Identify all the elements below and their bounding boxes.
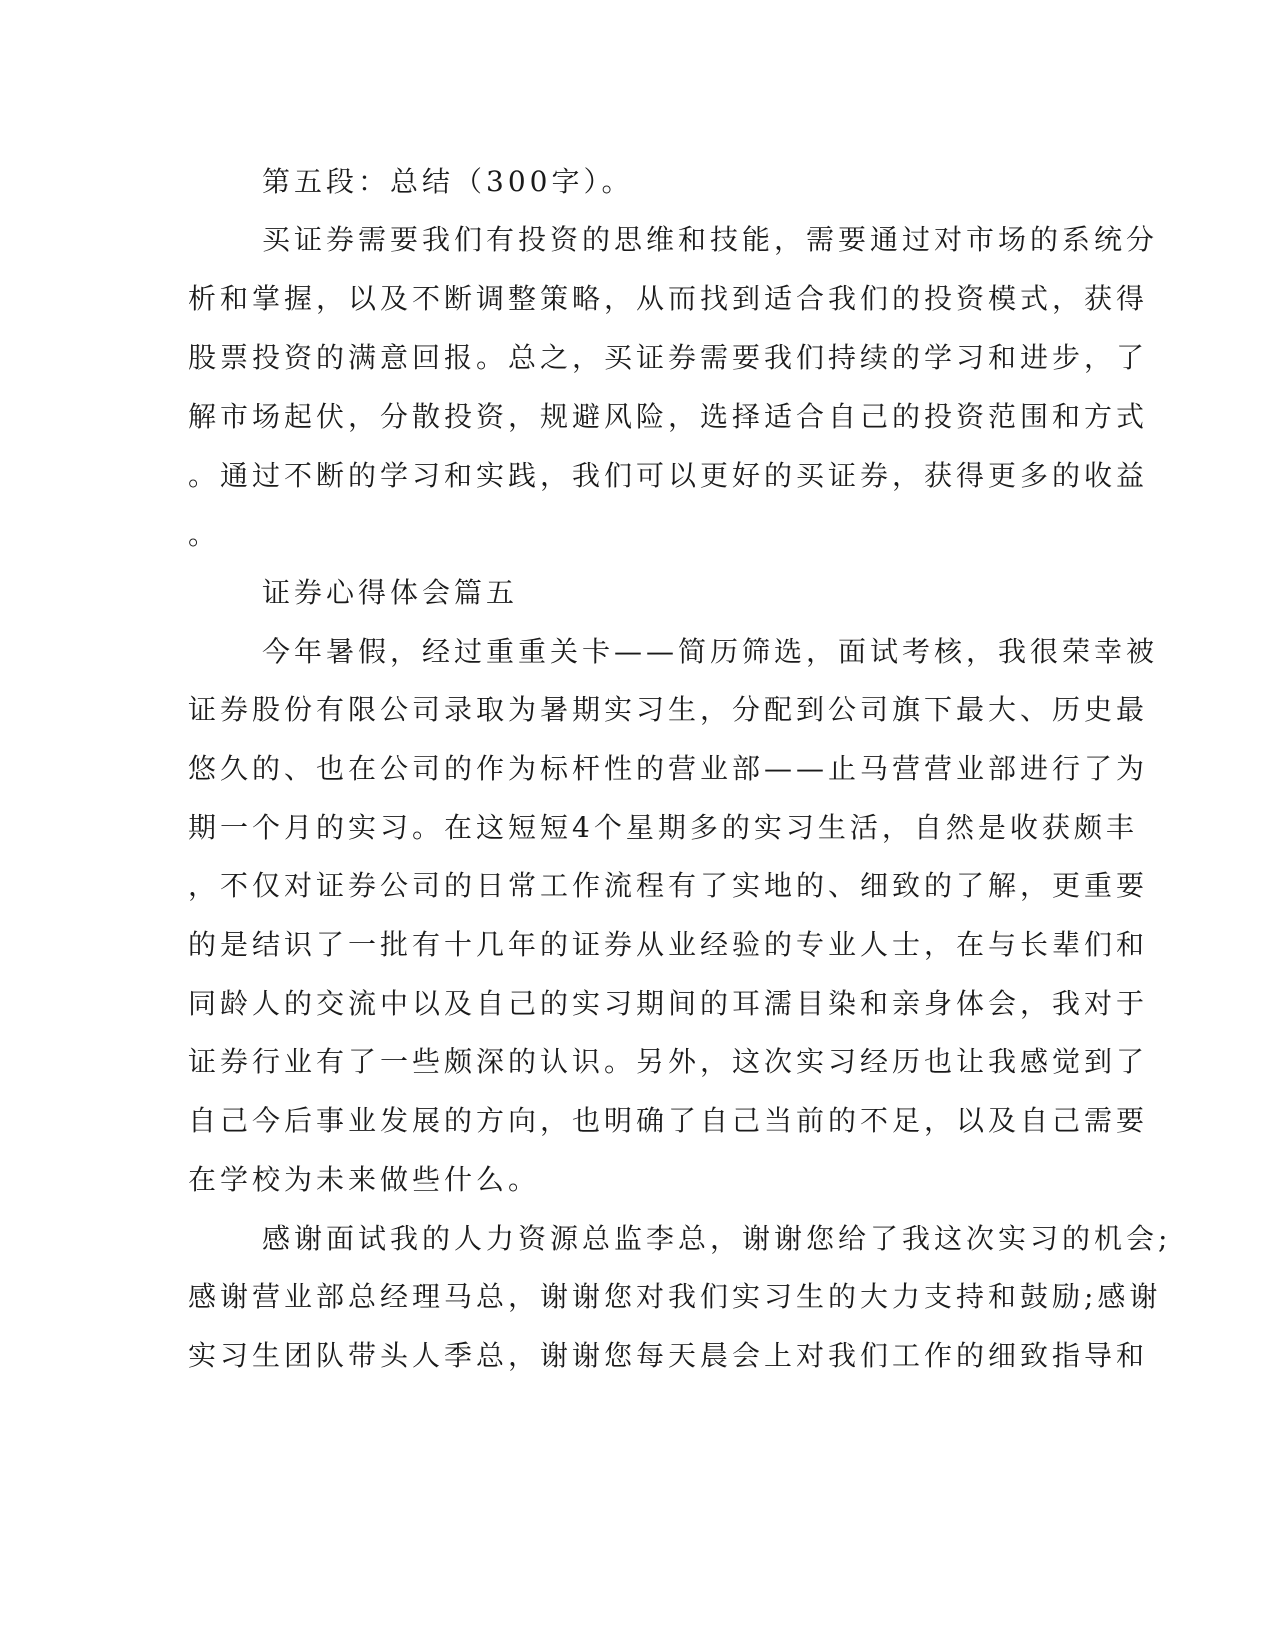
paragraph-line: 证券股份有限公司录取为暑期实习生，分配到公司旗下最大、历史最 [188,693,1149,726]
section-heading-summary: 第五段：总结（300字）。 [262,165,634,198]
paragraph-line: 自己今后事业发展的方向，也明确了自己当前的不足，以及自己需要 [188,1104,1149,1137]
paragraph-line: 期一个月的实习。在这短短4个星期多的实习生活，自然是收获颇丰 [188,811,1138,844]
paragraph-line: 。 [188,518,221,551]
paragraph-line: ，不仅对证券公司的日常工作流程有了实地的、细致的了解，更重要 [188,869,1149,902]
paragraph-line: 实习生团队带头人季总，谢谢您每天晨会上对我们工作的细致指导和 [188,1339,1149,1372]
paragraph-line: 。通过不断的学习和实践，我们可以更好的买证券，获得更多的收益 [188,459,1149,492]
paragraph-line: 析和掌握，以及不断调整策略，从而找到适合我们的投资模式，获得 [188,282,1149,315]
paragraph-line: 感谢面试我的人力资源总监李总，谢谢您给了我这次实习的机会; [262,1222,1172,1255]
paragraph-line: 解市场起伏，分散投资，规避风险，选择适合自己的投资范围和方式 [188,400,1149,433]
paragraph-line: 今年暑假，经过重重关卡——简历筛选，面试考核，我很荣幸被 [262,635,1159,668]
paragraph-line: 在学校为未来做些什么。 [188,1163,541,1196]
paragraph-line: 同龄人的交流中以及自己的实习期间的耳濡目染和亲身体会，我对于 [188,987,1149,1020]
paragraph-line: 买证券需要我们有投资的思维和技能，需要通过对市场的系统分 [262,223,1159,256]
paragraph-line: 的是结识了一批有十几年的证券从业经验的专业人士，在与长辈们和 [188,928,1149,961]
paragraph-line: 感谢营业部总经理马总，谢谢您对我们实习生的大力支持和鼓励;感谢 [188,1280,1162,1313]
paragraph-line: 证券行业有了一些颇深的认识。另外，这次实习经历也让我感觉到了 [188,1045,1149,1078]
paragraph-line: 悠久的、也在公司的作为标杆性的营业部——止马营营业部进行了为 [188,752,1149,785]
section-heading-part-five: 证券心得体会篇五 [262,576,519,609]
paragraph-line: 股票投资的满意回报。总之，买证券需要我们持续的学习和进步，了 [188,341,1149,374]
